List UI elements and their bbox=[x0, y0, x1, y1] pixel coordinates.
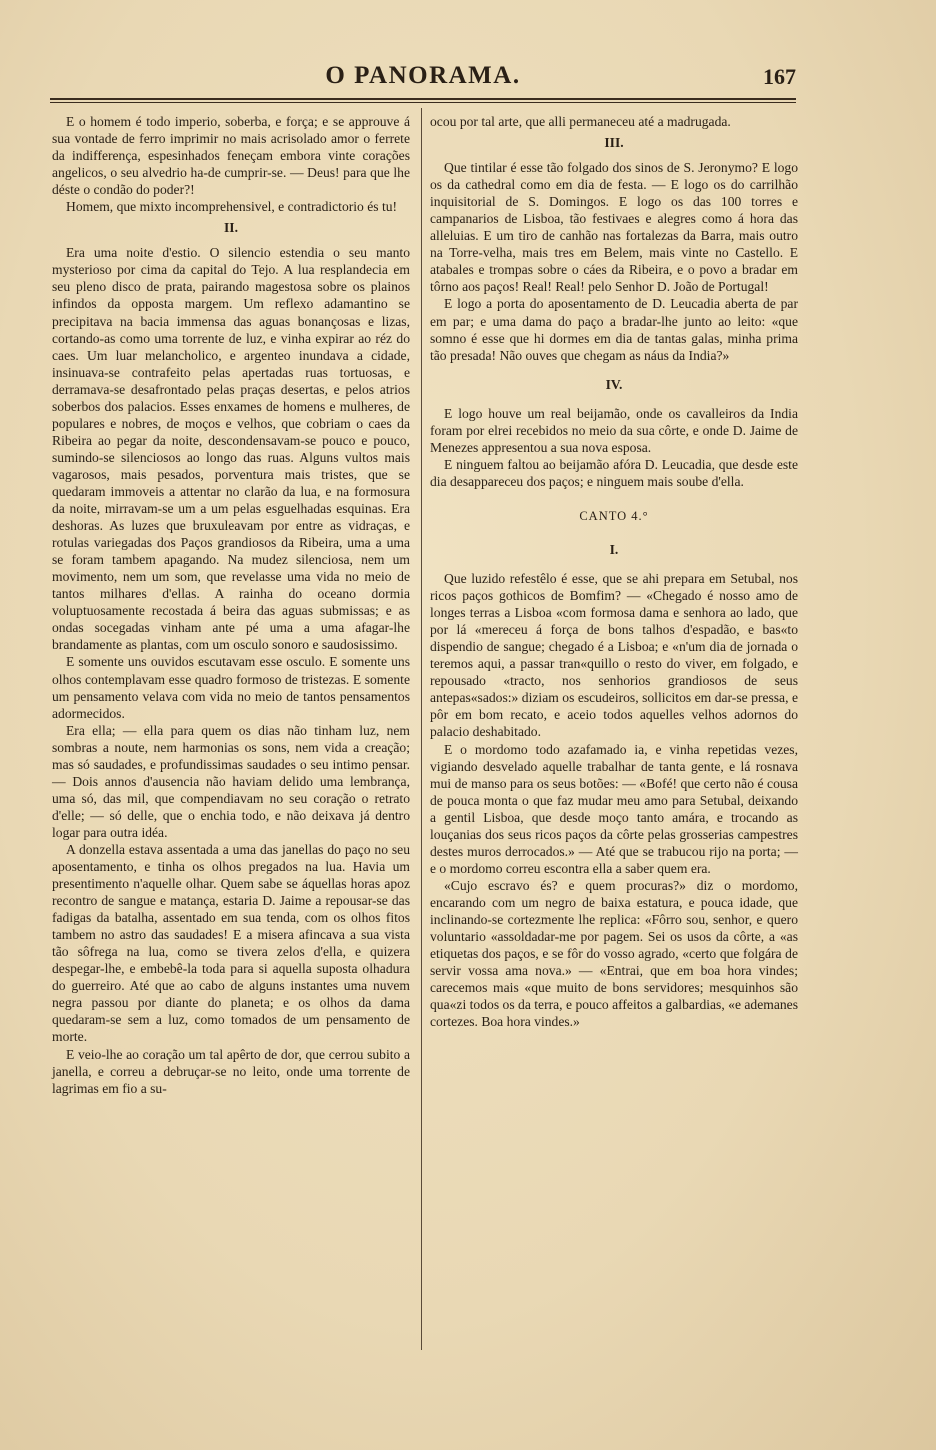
paragraph: E ninguem faltou ao beijamão afóra D. Leucadia, que desde este dia desappareceu dos paços; e ninguem mais soube d'ella. bbox=[430, 456, 798, 489]
paragraph: Que tintilar é esse tão folgado dos sinos de S. Jeronymo? E logo os da cathedral como em dia de festa. — E logo os do carrilhão inquisitorial de S. Domingos. E logo os das 100 torres e campanarios de Lisboa, tão festivaes e alegres como á hora das alleluias. E um tiro de canhão nas fortalezas da Barra, mais outro na Torre-velha, mais tres em Belem, mais vinte no Castello. E atabales e trompas sobre o cáes da Ribeira, e o povo a bradar em tôrno aos paços! Real! Real! pelo Senhor D. João de Portugal! bbox=[430, 160, 798, 295]
page-number: 167 bbox=[763, 64, 796, 89]
paragraph: E logo houve um real beijamão, onde os cavalleiros da India foram por elrei recebidos no meio da sua côrte, e onde D. Jaime de Menezes appresentou a sua nova esposa. bbox=[430, 405, 798, 455]
section-heading: II. bbox=[224, 220, 238, 236]
paragraph: E somente uns ouvidos escutavam esse osculo. E somente uns olhos contemplavam esse quadro formoso de tristezas. E somente um pensamento velava com vida no meio de tantos pensamentos adormecidos. bbox=[52, 654, 410, 721]
section-heading: IV. bbox=[605, 376, 623, 392]
paragraph: ocou por tal arte, que alli permaneceu até a madrugada. bbox=[430, 114, 731, 129]
paragraph: E logo a porta do aposentamento de D. Leucadia aberta de par em par; e uma dama do paço a bradar-lhe junto ao leito: «que somno é esse que hi dormes em dia de tantas galas, minha prima tão presada! Não ouves que chegam as náus da India?» bbox=[430, 296, 798, 363]
paragraph: E veio-lhe ao coração um tal apêrto de dor, que cerrou subito a janella, e correu a debruçar-se no leito, onde uma torrente de lagrimas em fio a su- bbox=[52, 1046, 410, 1096]
paragraph: «Cujo escravo és? e quem procuras?» diz o mordomo, encarando com um negro de baixa estatura, e pouca idade, que inclinando-se cortezmente lhe replica: «Fôrro sou, senhor, e quero voluntario «assoldadar-me por pagem. Sei os usos da côrte, a «as etiquetas dos paços, e se fôr do vosso agrado, «certo que folgára de servir vossa ama nova.» — «Entrai, que em boa hora vindes; carecemos mais «que muito de bons servidores; mesquinhos são qua«zi todos os da terra, e pouco affeitos a galbardias, «e ademanes cortezes. Boa hora vindes.» bbox=[430, 877, 798, 1030]
header-rule bbox=[50, 98, 796, 103]
section-heading: III. bbox=[604, 135, 624, 151]
section-heading: I. bbox=[609, 541, 619, 557]
paragraph: Que luzido refestêlo é esse, que se ahi prepara em Setubal, nos ricos paços gothicos de Bomfim? — «Chegado é nosso amo de longes terras a Lisboa «com formosa dama e senhora ao lado, que por lá «mereceu á força de bons talhos d'espadão, e bas«to dispendio de sangue; chegado é a Lisboa; e «n'um dia de jornada o teremos aqui, a passar tran«quillo o resto do viver, em folgado, e repousado «tracto, nos senhorios grandiosos de seus antepas«sados:» diziam os escudeiros, sollicitos em dar-se pressa, e pôr em bom recato, e aceio todos aquelles velhos adornos do palacio deshabitado. bbox=[430, 571, 798, 740]
paragraph: A donzella estava assentada a uma das janellas do paço no seu aposentamento, e tinha os olhos pregados na lua. Havia um presentimento n'aquelle olhar. Quem sabe se áquellas horas apoz recontro de sangue e matança, estaria D. Jaime a repousar-se das fadigas da batalha, assentado em sua tenda, com os olhos fitos tambem no astro das saudades! E a misera afincava a sua vista tão sôfrega na lua, como se tivera zelos d'ella, e quizera despegar-lhe, e embebê-la toda para si aquella suposta olhadura do guerreiro. Até que ao cabo de alguns instantes uma nuvem negra passou por diante do planeta; e os olhos da dama quedaram-se sem a luz, como tomados de um pensamento de morte. bbox=[52, 841, 410, 1045]
right-column bbox=[430, 113, 798, 1030]
paragraph: E o mordomo todo azafamado ia, e vinha repetidas vezes, vigiando desvelado aquelle trabalhar de tanta gente, e lá rosnava mui de manso para os seus botões: — «Bofé! que certo não é cousa de pouca monta o que faz mudar meu amo para Setubal, deixando a gentil Lisboa, que desde moço tanto amára, e trocando as louçanias dos seus ricos paços da côrte pelas grosserias campestres destes muros derrocados.» — Até que se trabucou rijo na porta; — e o mordomo correu escontra ella a saber quem era. bbox=[430, 741, 798, 876]
paragraph: Era uma noite d'estio. O silencio estendia o seu manto mysterioso por cima da capital do Tejo. A lua resplandecia em seu pleno disco de prata, pairando magestosa sobre os plainos infindos da opposta margem. Um reflexo adamantino se precipitava na bacia immensa das aguas bonançosas e lizas, cortando-as como uma torrente de luz, e vinha expirar ao réz do caes. Um luar melancholico, e argenteo inundava a cidade, insinuava-se contrafeito pelas apertadas ruas tortuosas, e derramava-se desafrontado pelas praças desertas, e pelos atrios soberbos dos palacios. Esses enxames de homens e mulheres, de populares e nobres, de moços e velhos, que cobriam o caes da Ribeira ao pegar da noite, descondensavam-se pouco e pouco, sumindo-se silenciosos ao longo das ruas. Alguns vultos mais vagarosos, mais pesados, porventura mais tristes, que se quedaram immoveis a attentar no clarão da lua, e na formosura da noite, mirravam-se um a um pelas esguelhadas esquinas. Era deshoras. As luzes que bruxuleavam por entre as vidraças, e rotulas variegadas dos Paços grandiosos da Ribeira, uma a uma se foram tambem apagando. Na mudez silenciosa, nem um movimento, nem um som, que revelasse uma vida no meio de tantos milhares d'ellas. A rainha do oceano dormia voluptuosamente recostada á beira das aguas submissas; e as ondas socegadas vinham ante pé uma a uma afagar-lhe brandamente as plantas, com um osculo sonoro e saudosissimo. bbox=[52, 245, 410, 653]
left-column bbox=[52, 113, 410, 1097]
canto-heading: CANTO 4.° bbox=[579, 508, 649, 523]
paragraph: E o homem é todo imperio, soberba, e força; e se approuve á sua vontade de ferro imprimir no mais acrisolado amor o ferrete da indifferença, espesinhados feneçam embora vinte corações angelicos, o seu alvedrio ha-de cumprir-se. — Deus! para que lhe déste o condão do poder?! bbox=[52, 114, 410, 198]
page-title: O PANORAMA. bbox=[325, 62, 521, 89]
column-divider bbox=[421, 108, 422, 1350]
paragraph: Homem, que mixto incomprehensivel, e contradictorio és tu! bbox=[66, 199, 398, 215]
paragraph: Era ella; — ella para quem os dias não tinham luz, nem sombras a noute, nem harmonias os sons, nem vida a creação; mas só saudades, e profundissimas saudades o seu intimo pensar. — Dois annos d'ausencia não haviam delido uma lembrança, uma só, das mil, que compendiavam no seu coração o retrato d'elle; — só delle, que o enchia todo, e não deixava já dentro logar para outra idéa. bbox=[52, 722, 410, 840]
page-header bbox=[50, 60, 796, 96]
